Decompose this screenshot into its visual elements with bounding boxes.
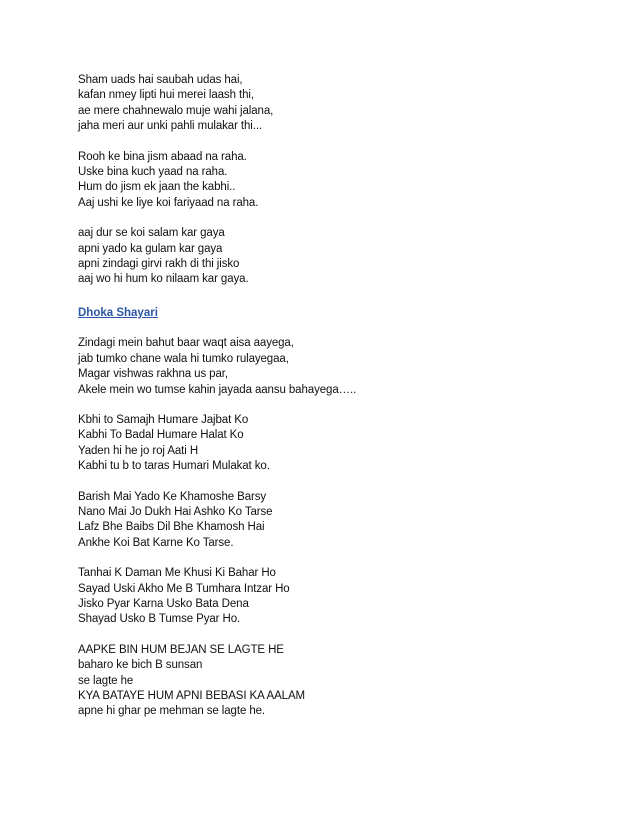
poem-line: Zindagi mein bahut baar waqt aisa aayega,: [78, 337, 294, 350]
poem-line: Barish Mai Yado Ke Khamoshe Barsy: [78, 490, 267, 503]
stanza: [78, 226, 598, 288]
poem-line: apne hi ghar pe mehman se lagte he.: [78, 705, 266, 718]
stanza: [78, 643, 598, 720]
poem-line: Kabhi tu b to taras Humari Mulakat ko.: [78, 460, 270, 473]
stanza: [78, 73, 598, 135]
poem-line: Kbhi to Samajh Humare Jajbat Ko: [78, 413, 249, 426]
poem-line: Lafz Bhe Baibs Dil Bhe Khamosh Hai: [78, 521, 265, 534]
section-heading: [78, 303, 598, 321]
poem-line: Magar vishwas rakhna us par,: [78, 368, 228, 381]
poem-line: Kabhi To Badal Humare Halat Ko: [78, 429, 244, 442]
poem-line: aaj dur se koi salam kar gaya: [78, 227, 225, 240]
poem-line: Tanhai K Daman Me Khusi Ki Bahar Ho: [78, 567, 276, 580]
poem-line: kafan nmey lipti hui merei laash thi,: [78, 89, 254, 102]
poem-line: Aaj ushi ke liye koi fariyaad na raha.: [78, 196, 259, 209]
stanza: [78, 336, 598, 398]
poem-line: Akele mein wo tumse kahin jayada aansu bahayega…..: [78, 383, 357, 396]
poem-line: Hum do jism ek jaan the kabhi..: [78, 181, 236, 194]
poem-line: Ankhe Koi Bat Karne Ko Tarse.: [78, 536, 234, 549]
poem-line: Rooh ke bina jism abaad na raha.: [78, 150, 247, 163]
poem-line: AAPKE BIN HUM BEJAN SE LAGTE HE: [78, 643, 284, 656]
stanza: [78, 566, 598, 628]
poem-line: KYA BATAYE HUM APNI BEBASI KA AALAM: [78, 690, 306, 702]
poem-line: apni yado ka gulam kar gaya: [78, 242, 223, 255]
dhoka-shayari-link[interactable]: Dhoka Shayari: [78, 306, 158, 319]
stanza: [78, 413, 598, 475]
poem-line: jaha meri aur unki pahli mulakar thi...: [78, 120, 263, 133]
poem-line: aaj wo hi hum ko nilaam kar gaya.: [78, 273, 249, 286]
poem-line: apni zindagi girvi rakh di thi jisko: [78, 258, 240, 271]
poem-line: se lagte he: [78, 674, 134, 687]
poem-line: Uske bina kuch yaad na raha.: [78, 166, 228, 179]
stanza: [78, 490, 598, 552]
poem-line: Nano Mai Jo Dukh Hai Ashko Ko Tarse: [78, 505, 273, 518]
poem-line: Sayad Uski Akho Me B Tumhara Intzar Ho: [78, 582, 290, 595]
poem-line: jab tumko chane wala hi tumko rulayegaa,: [78, 352, 289, 365]
poem-line: ae mere chahnewalo muje wahi jalana,: [78, 104, 274, 117]
poem-line: Jisko Pyar Karna Usko Bata Dena: [78, 597, 249, 610]
poem-line: Sham uads hai saubah udas hai,: [78, 74, 243, 86]
poem-line: Yaden hi he jo roj Aati H: [78, 444, 199, 457]
stanza: [78, 150, 598, 212]
poem-line: baharo ke bich B sunsan: [78, 659, 203, 672]
poem-line: Shayad Usko B Tumse Pyar Ho.: [78, 613, 241, 626]
